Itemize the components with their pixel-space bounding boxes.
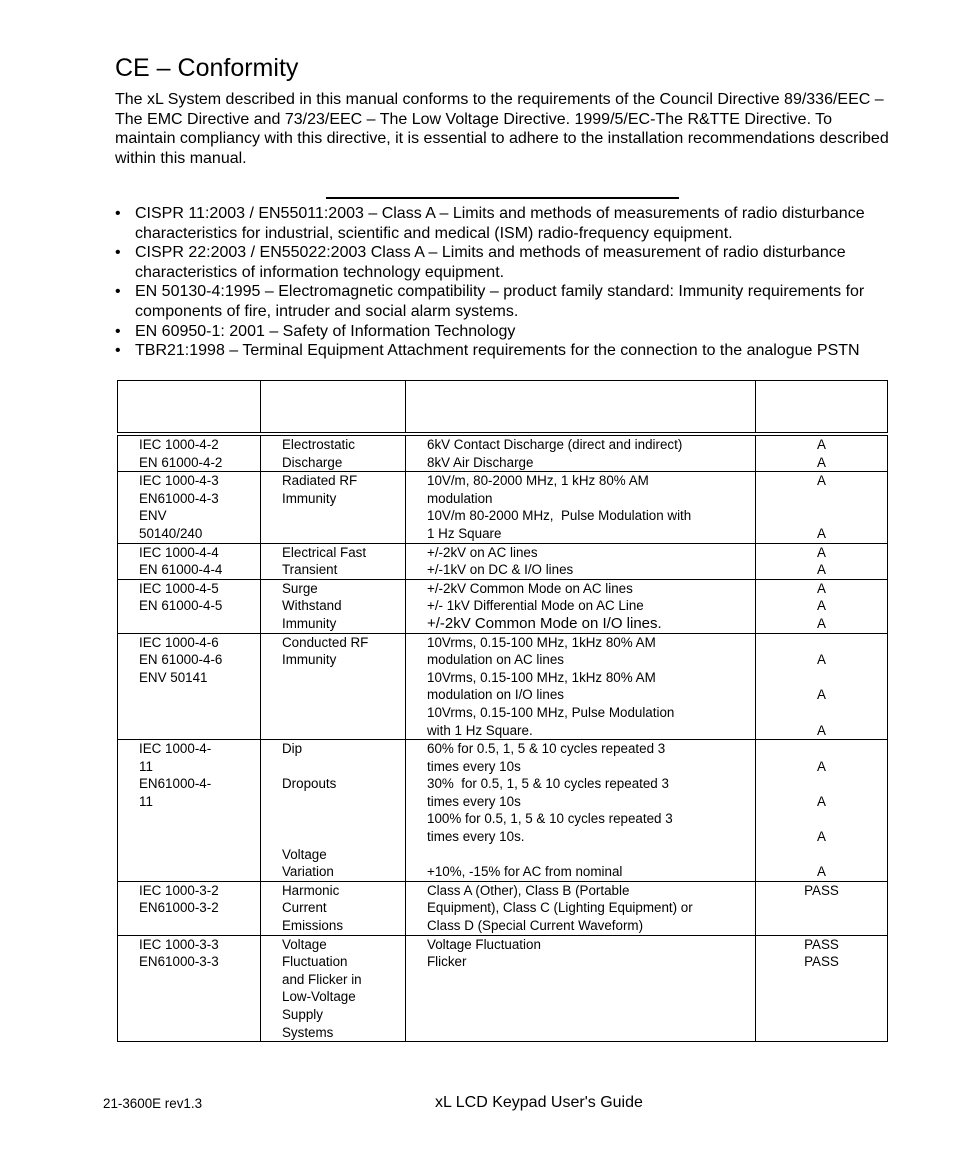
cell-line: 10Vrms, 0.15-100 MHz, Pulse Modulation	[427, 704, 675, 720]
list-item-text: CISPR 11:2003 / EN55011:2003 – Class A – Limits and methods of measurements of radio disturbance characteristics for industrial, scientific and medical (ISM) radio-frequency equipment.	[135, 205, 865, 242]
cell-line: Low-Voltage	[282, 989, 356, 1005]
cell-line: Immunity	[282, 652, 337, 668]
cell-line: Dropouts	[282, 776, 337, 792]
emc-test-table	[117, 380, 888, 1042]
cell-line: 1 Hz Square	[427, 525, 502, 541]
cell-line: Electrical Fast	[282, 544, 367, 560]
table-row	[118, 881, 888, 935]
standard-cell	[118, 740, 261, 882]
cell-line: EN 61000-4-4	[139, 562, 223, 578]
table-row	[118, 579, 888, 633]
bullet-icon: •	[115, 244, 121, 262]
cell-line: Flicker	[427, 954, 467, 970]
level-cell	[406, 740, 756, 882]
cell-line: A	[817, 454, 826, 470]
cell-line	[427, 846, 755, 864]
cell-line: Variation	[282, 864, 334, 880]
cell-line: A	[817, 722, 826, 738]
result-cell	[756, 881, 888, 935]
cell-line: IEC 1000-4-	[139, 741, 212, 757]
level-cell	[406, 633, 756, 740]
cell-line: Equipment), Class C (Lighting Equipment) or	[427, 900, 693, 916]
cell-line: Conducted RF	[282, 634, 369, 650]
cell-line: Voltage Fluctuation	[427, 936, 541, 952]
cell-line: Discharge	[282, 454, 343, 470]
cell-line: EN61000-4-3	[139, 490, 219, 506]
cell-line: A	[817, 829, 826, 845]
cell-line: Surge	[282, 580, 318, 596]
cell-line: EN 61000-4-6	[139, 652, 223, 668]
list-item-text: EN 50130-4:1995 – Electromagnetic compatibility – product family standard: Immunity requirements for components of fire, intruder and social alarm systems.	[135, 283, 865, 320]
header-cell-test	[261, 381, 406, 435]
cell-line: Fluctuation	[282, 954, 348, 970]
cell-line: Class D (Special Current Waveform)	[427, 918, 644, 934]
result-cell	[756, 434, 888, 472]
list-item	[115, 322, 895, 342]
table-row	[118, 633, 888, 740]
list-item	[115, 204, 895, 243]
level-cell	[406, 434, 756, 472]
cell-line: PASS	[804, 954, 839, 970]
cell-line: A	[817, 580, 826, 596]
cell-line: ENV	[139, 508, 167, 524]
list-item-text: TBR21:1998 – Terminal Equipment Attachment requirements for the connection to the analogue PSTN	[135, 342, 860, 360]
standard-cell	[118, 881, 261, 935]
cell-line: Dip	[282, 741, 303, 757]
test-cell	[261, 434, 406, 472]
cell-line: Harmonic	[282, 882, 340, 898]
header-cell-result	[756, 381, 888, 435]
test-cell	[261, 472, 406, 543]
doc-number: 21-3600E rev1.3	[103, 1096, 203, 1111]
cell-line: Voltage	[282, 936, 327, 952]
test-cell	[261, 935, 406, 1042]
list-item	[115, 243, 895, 282]
cell-line: A	[817, 864, 826, 880]
cell-line: EN 61000-4-5	[139, 598, 223, 614]
cell-line: Voltage	[282, 846, 327, 862]
table-row	[118, 472, 888, 543]
list-item-text: EN 60950-1: 2001 – Safety of Information Technology	[135, 322, 516, 340]
cell-line: 10V/m 80-2000 MHz, Pulse Modulation with	[427, 508, 692, 524]
cell-line: IEC 1000-4-3	[139, 473, 219, 489]
cell-line: A	[817, 687, 826, 703]
standard-cell	[118, 935, 261, 1042]
cell-line: 10Vrms, 0.15-100 MHz, 1kHz 80% AM	[427, 669, 656, 685]
test-cell	[261, 579, 406, 633]
result-cell	[756, 543, 888, 579]
level-cell	[406, 881, 756, 935]
cell-line: IEC 1000-3-2	[139, 882, 219, 898]
level-cell	[406, 579, 756, 633]
cell-line: EN 61000-4-2	[139, 454, 223, 470]
test-cell	[261, 633, 406, 740]
bullet-icon: •	[115, 205, 121, 222]
section-divider	[326, 197, 679, 199]
cell-line: 6kV Contact Discharge (direct and indirect)	[427, 437, 683, 452]
cell-line: and Flicker in	[282, 971, 362, 987]
standard-cell	[118, 579, 261, 633]
standard-cell	[118, 472, 261, 543]
cell-line: +10%, -15% for AC from nominal	[427, 864, 623, 880]
cell-line	[756, 846, 887, 864]
cell-line	[756, 634, 887, 652]
cell-line: +/-1kV on DC & I/O lines	[427, 562, 574, 578]
intro-paragraph: The xL System described in this manual conforms to the requirements of the Council Directive 89/336/EEC – The EMC Directive and 73/23/EEC – The Low Voltage Directive. 1999/5/EC-The R&TTE Directive. To maintain compliancy with this directive, it is essential to adhere to the installation recommendations described within this manual.	[115, 91, 889, 167]
table-body	[118, 434, 888, 1042]
cell-line: 60% for 0.5, 1, 5 & 10 cycles repeated 3	[427, 741, 666, 757]
cell-line: EN61000-4-	[139, 776, 212, 792]
cell-line: A	[817, 615, 826, 631]
table-row	[118, 434, 888, 472]
cell-line: times every 10s	[427, 793, 521, 809]
standard-cell	[118, 633, 261, 740]
cell-line: A	[817, 758, 826, 774]
cell-line: A	[817, 544, 826, 560]
cell-line	[756, 507, 887, 525]
cell-line: Systems	[282, 1024, 334, 1040]
list-item-text: CISPR 22:2003 / EN55022:2003 Class A – Limits and methods of measurement of radio disturbance characteristics of information technology equipment.	[135, 244, 846, 281]
cell-line: A	[817, 562, 826, 578]
standard-cell	[118, 434, 261, 472]
cell-line: modulation	[427, 490, 493, 506]
list-item	[115, 341, 895, 361]
cell-line: A	[817, 437, 826, 452]
header-cell-level	[406, 381, 756, 435]
cell-line: A	[817, 793, 826, 809]
cell-line: 30% for 0.5, 1, 5 & 10 cycles repeated 3	[427, 776, 669, 792]
result-cell	[756, 935, 888, 1042]
cell-line: PASS	[804, 882, 839, 898]
cell-line: Withstand	[282, 598, 342, 614]
cell-line	[282, 758, 405, 776]
list-item	[115, 282, 895, 321]
test-cell	[261, 740, 406, 882]
cell-line	[756, 740, 887, 758]
cell-line: modulation on AC lines	[427, 652, 564, 668]
cell-line: EN61000-3-3	[139, 954, 219, 970]
cell-line: +/-2kV Common Mode on I/O lines.	[427, 614, 662, 632]
cell-line	[282, 810, 405, 828]
cell-line	[282, 793, 405, 811]
cell-line: IEC 1000-4-6	[139, 634, 219, 650]
cell-line: IEC 1000-4-5	[139, 580, 219, 596]
cell-line: times every 10s	[427, 758, 521, 774]
bullet-icon: •	[115, 283, 121, 301]
cell-line: A	[817, 525, 826, 541]
level-cell	[406, 935, 756, 1042]
result-cell	[756, 472, 888, 543]
cell-line	[756, 810, 887, 828]
cell-line: 8kV Air Discharge	[427, 454, 534, 470]
cell-line	[756, 775, 887, 793]
table-row	[118, 543, 888, 579]
level-cell	[406, 472, 756, 543]
test-cell	[261, 543, 406, 579]
cell-line: Current	[282, 900, 327, 916]
cell-line	[756, 490, 887, 508]
guide-title: xL LCD Keypad User's Guide	[435, 1094, 643, 1111]
cell-line: +/-2kV Common Mode on AC lines	[427, 580, 633, 596]
cell-line: Class A (Other), Class B (Portable	[427, 882, 630, 898]
cell-line: Transient	[282, 562, 338, 578]
cell-line	[756, 669, 887, 687]
test-cell	[261, 881, 406, 935]
cell-line: with 1 Hz Square.	[427, 722, 533, 738]
standard-cell	[118, 543, 261, 579]
cell-line: IEC 1000-3-3	[139, 936, 219, 952]
table-header-row	[118, 381, 888, 435]
cell-line: 100% for 0.5, 1, 5 & 10 cycles repeated 3	[427, 811, 673, 827]
table-row	[118, 935, 888, 1042]
cell-line: 11	[139, 758, 153, 774]
bullet-icon: •	[115, 322, 121, 340]
result-cell	[756, 740, 888, 882]
cell-line: +/-2kV on AC lines	[427, 544, 538, 560]
cell-line: times every 10s.	[427, 829, 525, 845]
cell-line: Supply	[282, 1007, 323, 1022]
cell-line: modulation on I/O lines	[427, 687, 564, 703]
cell-line: Emissions	[282, 918, 344, 934]
cell-line: A	[817, 598, 826, 614]
cell-line: PASS	[804, 936, 839, 952]
cell-line: EN61000-3-2	[139, 900, 219, 916]
cell-line	[756, 704, 887, 722]
cell-line: A	[817, 652, 826, 668]
level-cell	[406, 543, 756, 579]
cell-line: +/- 1kV Differential Mode on AC Line	[427, 598, 644, 614]
cell-line: Electrostatic	[282, 437, 355, 452]
standards-list	[115, 204, 895, 361]
result-cell	[756, 579, 888, 633]
cell-line: Immunity	[282, 615, 337, 631]
cell-line: 11	[139, 793, 153, 809]
result-cell	[756, 633, 888, 740]
page-title: CE – Conformity	[115, 54, 299, 82]
cell-line: IEC 1000-4-4	[139, 544, 219, 560]
bullet-icon: •	[115, 342, 121, 360]
cell-line: IEC 1000-4-2	[139, 437, 219, 452]
table-row	[118, 740, 888, 882]
header-cell-standard	[118, 381, 261, 435]
cell-line: Radiated RF	[282, 473, 358, 489]
cell-line: 50140/240	[139, 525, 203, 541]
cell-line: 10V/m, 80-2000 MHz, 1 kHz 80% AM	[427, 473, 649, 489]
cell-line: A	[817, 473, 826, 489]
cell-line: 10Vrms, 0.15-100 MHz, 1kHz 80% AM	[427, 634, 656, 650]
cell-line: Immunity	[282, 490, 337, 506]
cell-line	[282, 828, 405, 846]
cell-line: ENV 50141	[139, 669, 208, 685]
